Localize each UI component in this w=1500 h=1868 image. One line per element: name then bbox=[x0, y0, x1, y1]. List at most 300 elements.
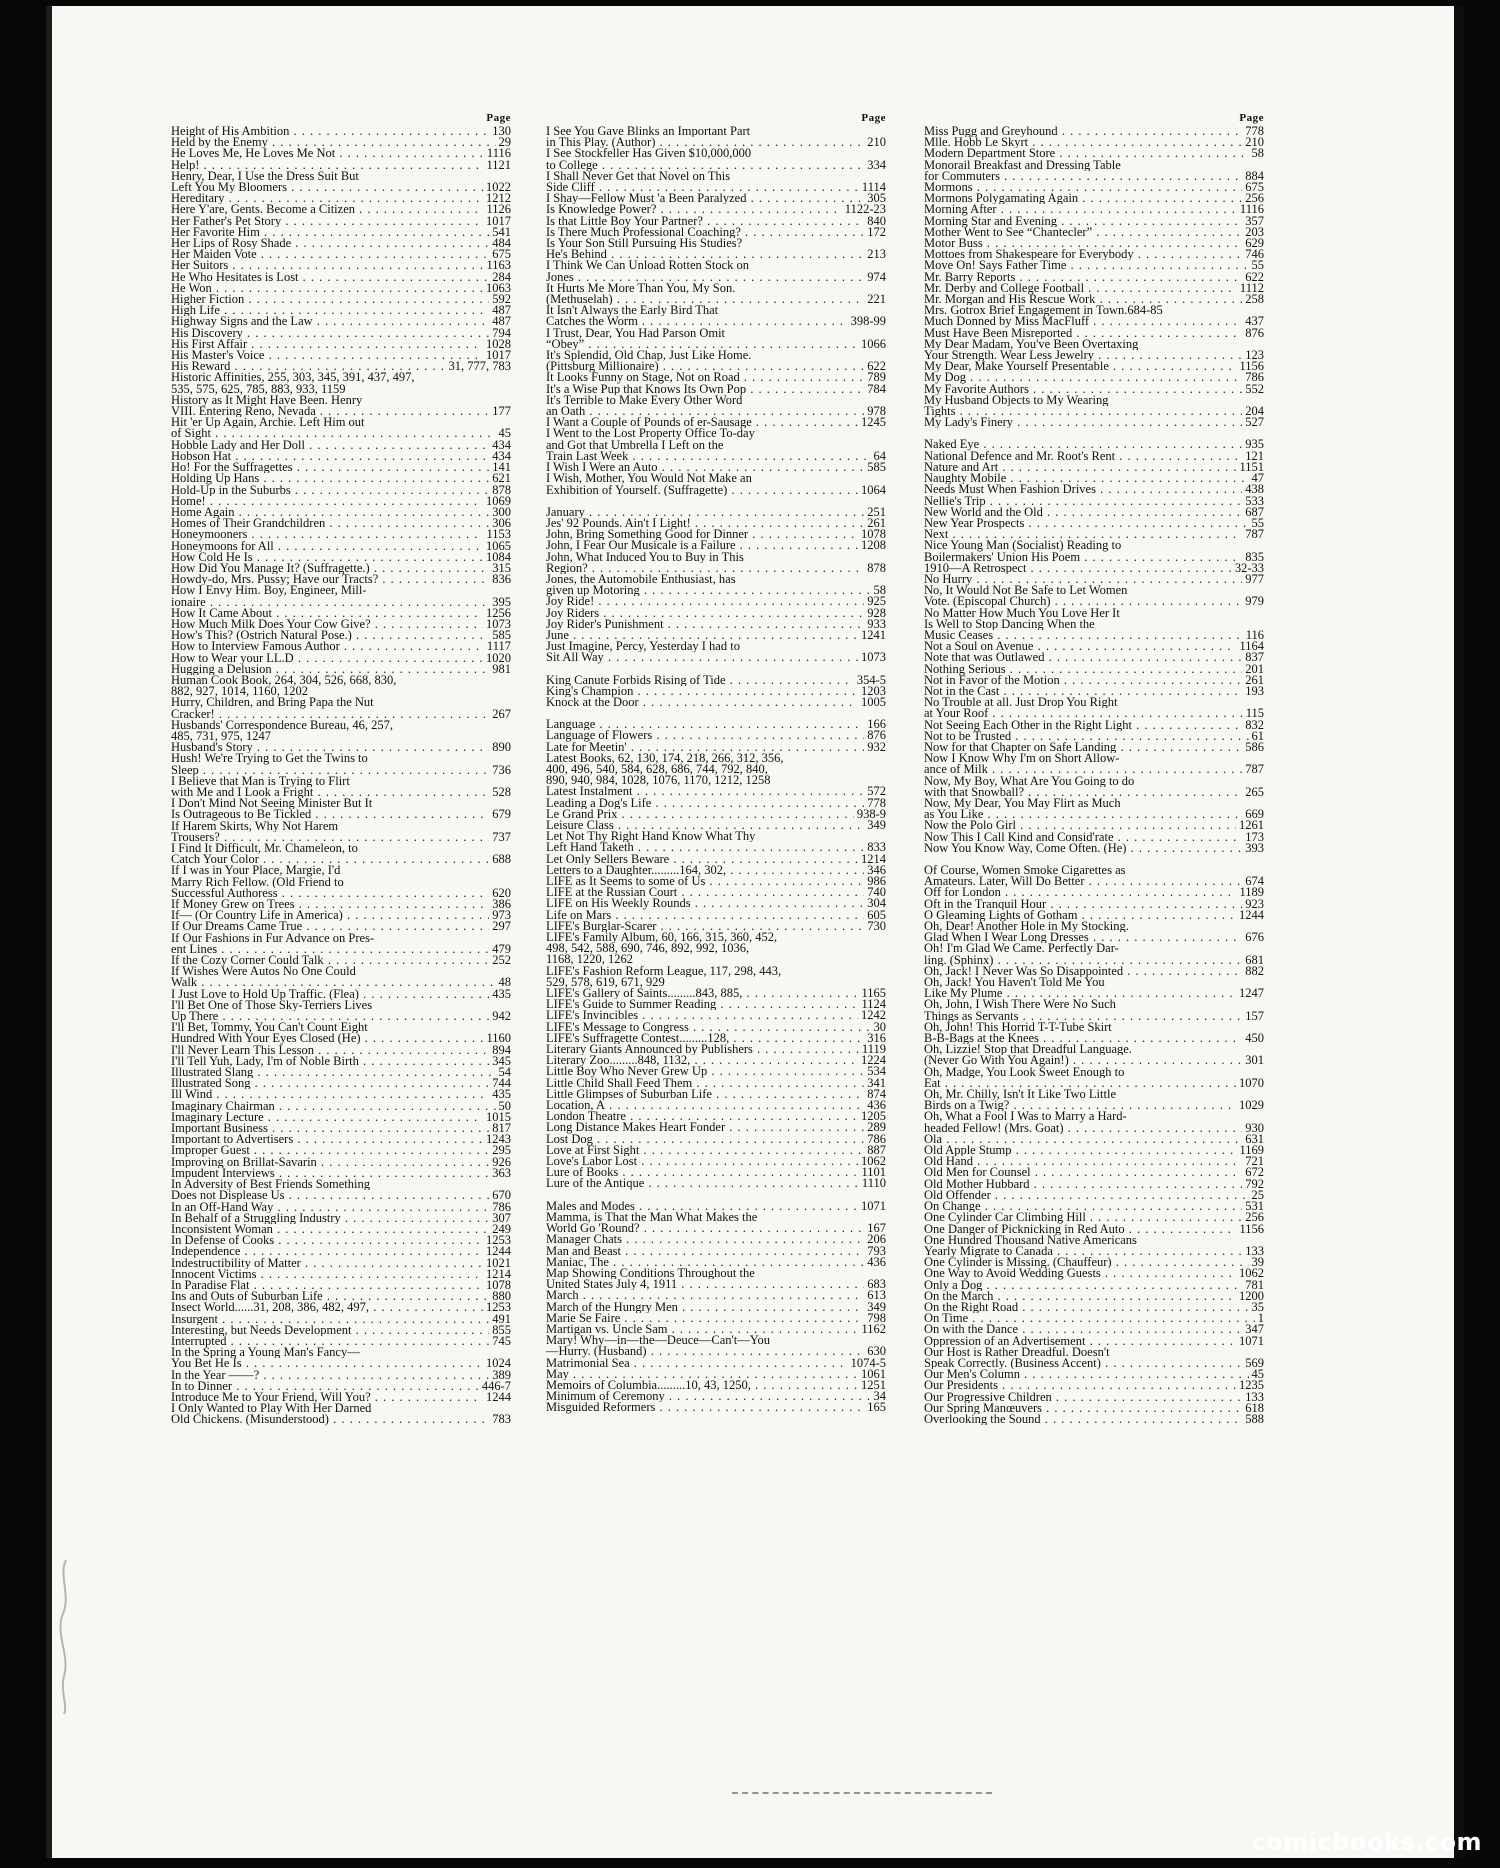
entry-page-number: 541 bbox=[492, 224, 511, 239]
index-entry bbox=[924, 887, 1264, 898]
index-entry bbox=[171, 1277, 511, 1292]
entry-page-number bbox=[883, 764, 886, 775]
entry-title: I Trust, Dear, You Had Parson Omit bbox=[546, 327, 726, 339]
entry-page-number: 31, 777, 783 bbox=[448, 359, 511, 374]
index-entry bbox=[546, 1066, 886, 1077]
entry-page-number: 1112 bbox=[1239, 280, 1264, 295]
entry-page-number: 1065 bbox=[486, 538, 511, 553]
index-entry bbox=[546, 1030, 886, 1045]
entry-title: No Matter How Much You Love Her It bbox=[924, 607, 1120, 619]
entry-title: If Harem Skirts, Why Not Harem bbox=[171, 820, 339, 832]
index-entry bbox=[546, 294, 886, 305]
index-entry bbox=[546, 683, 886, 698]
entry-page-number bbox=[883, 943, 886, 954]
entry-page-number: 1151 bbox=[1239, 459, 1264, 474]
entry-page-number: 588 bbox=[1245, 1411, 1264, 1426]
entry-page-number: 618 bbox=[1245, 1400, 1264, 1415]
index-entry bbox=[171, 1255, 511, 1270]
entry-title: 498, 542, 588, 690, 746, 892, 992, 1036, bbox=[546, 943, 750, 955]
entry-title: My Favorite Authors . . . bbox=[924, 384, 1242, 395]
entry-title: In the Spring a Young Man's Fancy— bbox=[171, 1347, 360, 1359]
index-entry bbox=[171, 538, 511, 553]
entry-title: World Go 'Round? . . . bbox=[546, 1223, 864, 1234]
entry-title: My Dear Madam, You've Been Overtaxing bbox=[924, 338, 1139, 351]
entry-page-number: 1212 bbox=[486, 191, 511, 206]
entry-title: Husband's Story . . . bbox=[171, 742, 489, 753]
entry-page-number: 1169 bbox=[1239, 1143, 1264, 1158]
entry-page-number: 1153 bbox=[486, 527, 511, 542]
entry-title: Manager Chats . . . bbox=[546, 1234, 864, 1245]
entry-title: Little Glimpses of Suburban Life . . . bbox=[546, 1089, 864, 1100]
entry-page-number: 923 bbox=[1245, 896, 1264, 911]
entry-page-number: 1242 bbox=[861, 1008, 886, 1023]
entry-title: Glad When I Wear Long Dresses . . . bbox=[924, 932, 1242, 943]
entry-title: Oppression of an Advertisement . . . bbox=[924, 1336, 1236, 1347]
entry-title: Le Grand Prix . . . bbox=[546, 809, 854, 820]
entry-page-number: 284 bbox=[492, 269, 511, 284]
entry-title: John, Bring Something Good for Dinner . . . bbox=[546, 529, 858, 540]
index-entry bbox=[546, 775, 886, 786]
entry-title: Language of Flowers . . . bbox=[546, 730, 864, 741]
entry-title: Catches the Worm . . . bbox=[546, 316, 848, 327]
index-entry bbox=[546, 1156, 886, 1167]
entry-title: Holding Up Hans . . . bbox=[171, 473, 489, 484]
entry-page-number: 363 bbox=[492, 1165, 511, 1180]
entry-title: LIFE's Burglar-Scarer . . . bbox=[546, 921, 864, 932]
entry-title: History as It Might Have Been. Henry bbox=[171, 394, 363, 407]
entry-title: Honeymoons for All . . . bbox=[171, 541, 483, 552]
index-entry bbox=[546, 428, 886, 439]
index-entry bbox=[546, 719, 886, 730]
entry-page-number: 840 bbox=[867, 213, 886, 228]
index-entry bbox=[924, 182, 1264, 193]
entry-title: Now for that Chapter on Safe Landing . . . bbox=[924, 742, 1242, 753]
index-entry bbox=[171, 706, 511, 721]
entry-page-number: 1156 bbox=[1239, 359, 1264, 374]
index-entry bbox=[546, 876, 886, 887]
entry-page-number: 621 bbox=[492, 471, 511, 486]
index-entry bbox=[171, 126, 511, 137]
entry-title: —Hurry. (Husband) . . . bbox=[546, 1346, 864, 1357]
entry-title: Martigan vs. Uncle Sam . . . bbox=[546, 1324, 858, 1335]
entry-page-number: 1021 bbox=[486, 1255, 511, 1270]
entry-title: I Shay—Fellow Must 'a Been Paralyzed . . . bbox=[546, 193, 864, 204]
entry-title: No Hurry . . . bbox=[924, 574, 1242, 585]
index-entry bbox=[546, 1321, 886, 1336]
entry-title: I'll Tell Yuh, Lady, I'm of Noble Birth . . . bbox=[171, 1056, 489, 1067]
index-entry bbox=[171, 1311, 511, 1326]
entry-page-number: 32-33 bbox=[1234, 560, 1264, 575]
index-entry bbox=[546, 1402, 886, 1413]
index-entry bbox=[546, 1223, 886, 1234]
index-entry bbox=[924, 784, 1264, 799]
index-entry bbox=[924, 372, 1264, 383]
index-entry bbox=[171, 269, 511, 284]
entry-page-number: 1101 bbox=[861, 1165, 886, 1180]
entry-page-number: 1251 bbox=[861, 1377, 886, 1392]
entry-title: How to Wear your LL.D . . . bbox=[171, 653, 483, 664]
index-entry bbox=[171, 877, 511, 888]
entry-page-number: 1162 bbox=[861, 1321, 886, 1336]
entry-title: His Master's Voice . . . bbox=[171, 350, 483, 361]
entry-page-number: 534 bbox=[867, 1064, 886, 1079]
entry-page-number: 1064 bbox=[861, 482, 886, 497]
entry-title: His Reward . . . bbox=[171, 361, 446, 372]
index-entry bbox=[546, 328, 886, 339]
entry-page-number: 835 bbox=[1245, 549, 1264, 564]
index-entry bbox=[546, 283, 886, 294]
entry-title: Illustrated Slang . . . bbox=[171, 1067, 496, 1078]
entry-page-number: 166 bbox=[867, 717, 886, 732]
entry-page-number: 484 bbox=[492, 236, 511, 251]
index-entry bbox=[171, 1011, 511, 1022]
entry-title: as You Like . . . bbox=[924, 809, 1242, 820]
entry-title: How Did You Manage It? (Suffragette.) . . . bbox=[171, 563, 489, 574]
entry-title: given up Motoring . . . bbox=[546, 585, 871, 596]
entry-page-number: 47 bbox=[1251, 471, 1264, 486]
entry-page-number: 1121 bbox=[486, 157, 511, 172]
entry-title: 882, 927, 1014, 1160, 1202 bbox=[171, 686, 309, 698]
entry-page-number: 1066 bbox=[861, 336, 886, 351]
entry-title: Ins and Outs of Suburban Life . . . bbox=[171, 1291, 489, 1302]
entry-page-number: 585 bbox=[867, 460, 886, 475]
entry-title: Howdy-do, Mrs. Pussy; Have our Tracts? . . . bbox=[171, 574, 489, 585]
entry-title: Old Hand . . . bbox=[924, 1156, 1242, 1167]
index-entry bbox=[924, 269, 1264, 284]
index-entry bbox=[546, 1310, 886, 1325]
entry-page-number: 1073 bbox=[861, 650, 886, 665]
entry-page-number: 1022 bbox=[486, 180, 511, 195]
entry-title: Morning Star and Evening . . . bbox=[924, 216, 1242, 227]
entry-page-number: 1078 bbox=[486, 1277, 511, 1292]
index-entry bbox=[171, 529, 511, 540]
entry-page-number: 29 bbox=[498, 135, 511, 150]
entry-page-number: 45 bbox=[498, 426, 511, 441]
entry-title: 400, 496, 540, 584, 628, 686, 744, 792, 840, bbox=[546, 763, 768, 776]
entry-title: Hobble Lady and Her Doll . . . bbox=[171, 440, 489, 451]
index-entry bbox=[171, 305, 511, 316]
entry-title: LIFE on His Weekly Rounds . . . bbox=[546, 898, 864, 909]
index-entry bbox=[546, 1366, 886, 1381]
entry-page-number: 1116 bbox=[1239, 202, 1264, 217]
entry-page-number: 304 bbox=[867, 896, 886, 911]
entry-title: (Never Go With You Again!) . . . bbox=[924, 1055, 1242, 1066]
entry-title: Oh, What a Fool I Was to Marry a Hard- bbox=[924, 1111, 1127, 1123]
entry-title: 485, 731, 975, 1247 bbox=[171, 730, 271, 743]
index-entry bbox=[171, 977, 511, 988]
entry-page-number: 675 bbox=[492, 247, 511, 262]
entry-page-number: 744 bbox=[492, 1076, 511, 1091]
entry-title: Marie Se Faire . . . bbox=[546, 1313, 864, 1324]
section-gap bbox=[546, 664, 886, 675]
index-entry bbox=[924, 339, 1264, 350]
entry-page-number: 887 bbox=[867, 1142, 886, 1157]
entry-title: in This Play. (Author) . . . bbox=[546, 137, 864, 148]
entry-title: Insurgent . . . bbox=[171, 1314, 489, 1325]
entry-page-number: 1070 bbox=[1239, 1075, 1264, 1090]
entry-title: One Way to Avoid Wedding Guests . . . bbox=[924, 1268, 1236, 1279]
entry-title: If the Cozy Corner Could Talk . . . bbox=[171, 955, 489, 966]
entry-title: Highway Signs and the Law . . . bbox=[171, 316, 489, 327]
entry-title: One Danger of Picknicking in Red Auto . . . bbox=[924, 1224, 1236, 1235]
entry-title: Held by the Enemy . . . bbox=[171, 137, 496, 148]
entry-page-number: 1164 bbox=[1239, 639, 1264, 654]
index-entry bbox=[924, 963, 1264, 978]
entry-title: Now This I Call Kind and Consid'rate . . . bbox=[924, 832, 1242, 843]
entry-title: Left You My Bloomers . . . bbox=[171, 182, 483, 193]
entry-title: Oh, John, I Wish There Were No Such bbox=[924, 999, 1116, 1011]
entry-page-number: 25 bbox=[1251, 1187, 1264, 1202]
entry-title: Little Boy Who Never Grew Up . . . bbox=[546, 1066, 864, 1077]
index-entry bbox=[546, 851, 886, 866]
entry-title: King's Champion . . . bbox=[546, 686, 858, 697]
index-entry bbox=[924, 549, 1264, 564]
index-entry bbox=[546, 1055, 886, 1066]
entry-page-number: 935 bbox=[1245, 437, 1264, 452]
entry-title: I Shall Never Get that Novel on This bbox=[546, 170, 731, 183]
entry-page-number: 737 bbox=[492, 829, 511, 844]
index-entry bbox=[924, 596, 1264, 607]
entry-title: Important Business . . . bbox=[171, 1123, 489, 1134]
index-entry bbox=[546, 1010, 886, 1021]
entry-page-number: 1189 bbox=[1239, 885, 1264, 900]
entry-title: Mottoes from Shakespeare for Everybody . . . bbox=[924, 249, 1242, 260]
entry-page-number: 876 bbox=[1245, 325, 1264, 340]
index-entry bbox=[171, 661, 511, 676]
index-entry bbox=[924, 1100, 1264, 1111]
entry-page-number: 1124 bbox=[861, 997, 886, 1012]
entry-page-number: 745 bbox=[492, 1333, 511, 1348]
entry-page-number: 116 bbox=[1245, 627, 1264, 642]
index-entry bbox=[171, 574, 511, 585]
entry-title: On the Right Road . . . bbox=[924, 1302, 1249, 1313]
entry-page-number: 794 bbox=[492, 325, 511, 340]
index-entry bbox=[171, 675, 511, 686]
index-entry bbox=[924, 571, 1264, 586]
entry-title: Latest Instalment . . . bbox=[546, 786, 864, 797]
index-entry bbox=[171, 1165, 511, 1180]
entry-title: Mary! Why—in—the—Deuce—Can't—You bbox=[546, 1335, 770, 1347]
entry-title: Ho! For the Suffragettes . . . bbox=[171, 462, 489, 473]
entry-page-number: 1069 bbox=[486, 493, 511, 508]
entry-page-number: 64 bbox=[873, 448, 886, 463]
index-entry bbox=[924, 809, 1264, 820]
index-entry bbox=[171, 843, 511, 854]
entry-title: One Hundred Thousand Native Americans bbox=[924, 1234, 1137, 1246]
entry-title: Not in the Cast . . . bbox=[924, 686, 1242, 697]
index-entry bbox=[924, 1235, 1264, 1246]
index-entry bbox=[546, 999, 886, 1010]
index-entry bbox=[546, 1268, 886, 1279]
entry-page-number: 172 bbox=[867, 224, 886, 239]
index-entry bbox=[924, 484, 1264, 495]
entry-title: Memoirs of Columbia.........10, 43, 1250, . . . bbox=[546, 1380, 858, 1391]
entry-title: Our Men's Column . . . bbox=[924, 1369, 1249, 1380]
entry-page-number: 977 bbox=[1245, 571, 1264, 586]
entry-title: He Loves Me, He Loves Me Not . . . bbox=[171, 148, 484, 159]
index-entry bbox=[924, 361, 1264, 372]
entry-title: His Discovery . . . bbox=[171, 328, 489, 339]
entry-page-number: 1063 bbox=[486, 280, 511, 295]
index-entry bbox=[171, 448, 511, 463]
index-entry bbox=[171, 336, 511, 351]
entry-title: If I was in Your Place, Margie, I'd bbox=[171, 865, 341, 877]
entry-page-number: 622 bbox=[1245, 269, 1264, 284]
entry-title: Human Cook Book, 264, 304, 526, 668, 830, bbox=[171, 674, 397, 687]
entry-title: LIFE's Message to Congress . . . bbox=[546, 1022, 871, 1033]
index-entry bbox=[171, 1358, 511, 1369]
index-entry bbox=[924, 999, 1264, 1010]
entry-title: Side Cliff . . . bbox=[546, 182, 859, 193]
index-entry bbox=[546, 842, 886, 853]
entry-title: Old Chickens. (Misunderstood) . . . bbox=[171, 1414, 489, 1425]
entry-title: Language . . . bbox=[546, 719, 864, 730]
entry-page-number: 289 bbox=[867, 1120, 886, 1135]
entry-title: Is Outrageous to Be Tickled . . . bbox=[171, 809, 489, 820]
index-entry bbox=[546, 515, 886, 530]
entry-title: Mr. Barry Reports . . . bbox=[924, 272, 1242, 283]
entry-title: Now, My Dear, You May Flirt as Much bbox=[924, 797, 1121, 810]
index-entry bbox=[924, 1131, 1264, 1146]
index-entry bbox=[924, 1333, 1264, 1348]
entry-page-number: 434 bbox=[492, 437, 511, 452]
entry-title: Here Y'are, Gents. Become a Citizen . . . bbox=[171, 204, 483, 215]
index-entry bbox=[924, 126, 1264, 137]
entry-page-number: 930 bbox=[1245, 1120, 1264, 1135]
index-entry bbox=[924, 921, 1264, 932]
entry-page-number: 890 bbox=[492, 740, 511, 755]
entry-title: His First Affair . . . bbox=[171, 339, 483, 350]
entry-title: Minimum of Ceremony . . . bbox=[546, 1391, 871, 1402]
entry-page-number: 925 bbox=[867, 594, 886, 609]
entry-page-number: 721 bbox=[1245, 1154, 1264, 1169]
entry-page-number: 479 bbox=[492, 941, 511, 956]
index-entry bbox=[171, 428, 511, 439]
entry-title: I Don't Mind Not Seeing Minister But It bbox=[171, 798, 373, 810]
entry-title: Music Ceases . . . bbox=[924, 630, 1243, 641]
index-entry bbox=[546, 381, 886, 396]
index-entry bbox=[171, 605, 511, 620]
entry-title: Long Distance Makes Heart Fonder . . . bbox=[546, 1122, 864, 1133]
index-entry bbox=[924, 1145, 1264, 1156]
index-entry bbox=[546, 336, 886, 351]
entry-title: March of the Hungry Men . . . bbox=[546, 1302, 864, 1313]
entry-title: LIFE's Fashion Reform League, 117, 298, 443, bbox=[546, 965, 782, 977]
entry-title: Knock at the Door . . . bbox=[546, 697, 858, 708]
entry-page-number: 1126 bbox=[486, 202, 511, 217]
entry-title: Lost Dog . . . bbox=[546, 1134, 864, 1145]
index-entry bbox=[171, 720, 511, 731]
entry-page-number: 30 bbox=[873, 1019, 886, 1034]
entry-title: You Bet He Is . . . bbox=[171, 1358, 483, 1369]
index-entry bbox=[546, 730, 886, 741]
entry-page-number: 1114 bbox=[861, 180, 886, 195]
entry-title: Cracker! . . . bbox=[171, 709, 489, 720]
entry-title: Your Strength. Wear Less Jewelry . . . bbox=[924, 350, 1242, 361]
entry-title: Monorail Breakfast and Dressing Table bbox=[924, 159, 1121, 171]
entry-page-number bbox=[883, 428, 886, 439]
entry-page-number: 688 bbox=[492, 852, 511, 867]
entry-page-number: 942 bbox=[492, 1009, 511, 1024]
index-entry bbox=[171, 1367, 511, 1382]
entry-list bbox=[546, 126, 886, 1414]
entry-title: Impudent Interviews . . . bbox=[171, 1168, 489, 1179]
entry-title: Speak Correctly. (Business Accent) . . . bbox=[924, 1358, 1242, 1369]
entry-page-number: 1110 bbox=[861, 1176, 886, 1191]
entry-page-number: 487 bbox=[492, 314, 511, 329]
entry-title: Birds on a Twig? . . . bbox=[924, 1100, 1236, 1111]
index-entry bbox=[171, 157, 511, 172]
entry-title: ionaire . . . bbox=[171, 597, 489, 608]
entry-title: On with the Dance . . . bbox=[924, 1324, 1242, 1335]
entry-title: Joy Ride! . . . bbox=[546, 596, 864, 607]
entry-title: Literary Giants Announced by Publishers . . . bbox=[546, 1044, 859, 1055]
index-entry bbox=[924, 619, 1264, 630]
index-entry bbox=[924, 204, 1264, 215]
entry-page-number bbox=[1261, 608, 1264, 619]
entry-page-number: 1214 bbox=[861, 851, 886, 866]
entry-title: I Think We Can Unload Rotten Stock on bbox=[546, 260, 750, 272]
index-entry bbox=[171, 482, 511, 497]
entry-title: Homes of Their Grandchildren . . . bbox=[171, 518, 489, 529]
entry-page-number: 256 bbox=[1245, 1210, 1264, 1225]
index-entry bbox=[171, 1302, 511, 1313]
index-entry bbox=[546, 652, 886, 663]
entry-title: Naked Eye . . . bbox=[924, 439, 1242, 450]
entry-page-number: 261 bbox=[867, 515, 886, 530]
index-entry bbox=[924, 1400, 1264, 1415]
entry-title: Miss Pugg and Greyhound . . . bbox=[924, 126, 1242, 137]
entry-title: Oh, Mr. Chilly, Isn't It Like Two Little bbox=[924, 1089, 1116, 1101]
entry-title: How Much Milk Does Your Cow Give? . . . bbox=[171, 619, 483, 630]
entry-page-number: 1084 bbox=[486, 549, 511, 564]
index-entry bbox=[924, 1243, 1264, 1258]
index-entry bbox=[924, 493, 1264, 508]
index-entry bbox=[924, 148, 1264, 159]
entry-page-number: 203 bbox=[1245, 224, 1264, 239]
entry-title: I'll Never Learn This Lesson . . . bbox=[171, 1045, 489, 1056]
index-entry bbox=[546, 739, 886, 754]
entry-title: Not Seeing Each Other in the Right Light . . . bbox=[924, 720, 1242, 731]
entry-title: Does not Displease Us . . . bbox=[171, 1190, 489, 1201]
index-entry bbox=[924, 661, 1264, 676]
entry-page-number: 173 bbox=[1245, 829, 1264, 844]
index-entry bbox=[171, 1134, 511, 1145]
entry-title: Exhibition of Yourself. (Suffragette) . . . bbox=[546, 485, 858, 496]
entry-page-number: 1117 bbox=[486, 639, 511, 654]
index-entry bbox=[546, 1391, 886, 1402]
entry-title: and Got that Umbrella I Left on the bbox=[546, 439, 724, 451]
index-entry bbox=[924, 1288, 1264, 1303]
entry-title: If Our Fashions in Fur Advance on Pres- bbox=[171, 932, 375, 944]
index-entry bbox=[546, 1279, 886, 1290]
index-entry bbox=[546, 918, 886, 933]
entry-title: LIFE at the Russian Court . . . bbox=[546, 887, 864, 898]
index-entry bbox=[924, 540, 1264, 551]
entry-page-number: 781 bbox=[1245, 1277, 1264, 1292]
entry-title: If Our Dreams Came True . . . bbox=[171, 921, 489, 932]
index-entry bbox=[924, 977, 1264, 988]
entry-page-number: 300 bbox=[492, 504, 511, 519]
index-entry bbox=[171, 594, 511, 609]
index-entry bbox=[546, 462, 886, 473]
index-entry bbox=[924, 627, 1264, 642]
entry-title: Introduce Me to Your Friend, Will You? . . . bbox=[171, 1392, 483, 1403]
entry-title: LIFE as It Seems to some of Us . . . bbox=[546, 876, 864, 887]
entry-page-number: 398-99 bbox=[850, 314, 886, 329]
entry-page-number bbox=[508, 686, 511, 697]
entry-page-number bbox=[883, 753, 886, 764]
